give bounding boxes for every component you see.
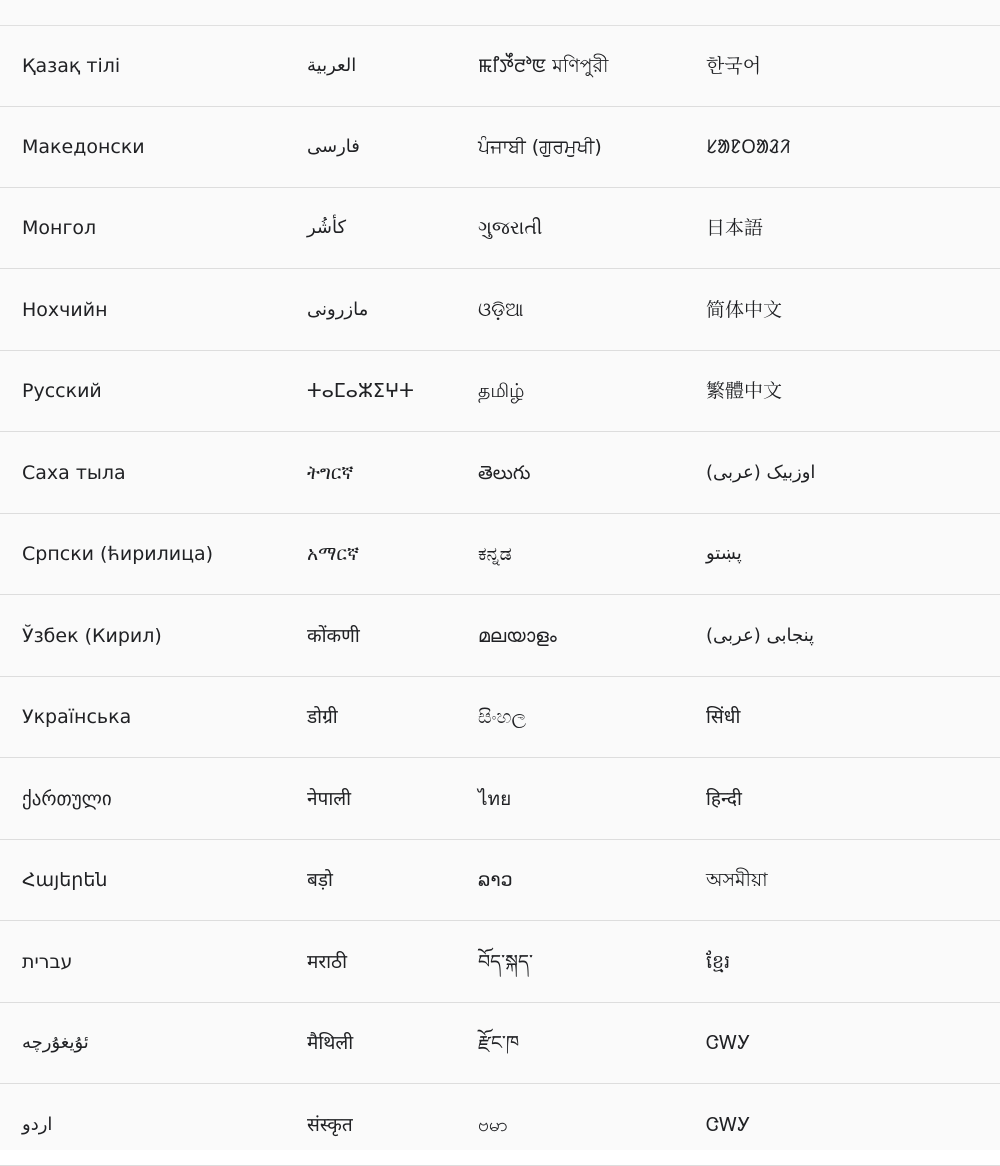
language-row (0, 514, 1000, 595)
language-row (0, 351, 1000, 432)
language-option[interactable]: Қазақ тілі (22, 54, 121, 77)
language-option[interactable]: ગુજરાતી (478, 216, 543, 239)
language-option[interactable]: Српски (ћирилица) (22, 542, 214, 565)
language-row (0, 596, 1000, 677)
language-option[interactable]: پښتو (706, 543, 742, 564)
language-option[interactable]: བོད་སྐད་ (478, 950, 533, 973)
language-option[interactable]: አማርኛ (307, 542, 360, 565)
language-option[interactable]: ไทย (478, 787, 512, 810)
language-option[interactable]: اوزبیک (عربی) (706, 462, 816, 483)
language-option[interactable]: डोग्री (307, 705, 338, 728)
language-option[interactable]: Македонски (22, 135, 145, 158)
language-option[interactable]: 简体中文 (706, 298, 783, 321)
language-option[interactable]: অসমীয়া (706, 868, 768, 891)
language-row (0, 26, 1000, 107)
language-option[interactable]: Монгол (22, 216, 97, 239)
language-option[interactable]: ქართული (22, 787, 112, 810)
language-row (0, 1085, 1000, 1166)
language-option[interactable]: Ўзбек (Кирил) (22, 624, 162, 647)
language-option[interactable]: ᏣᎳᎩ (706, 1031, 751, 1054)
language-option[interactable]: ဗမာ (478, 1113, 508, 1136)
language-option[interactable]: Հայերեն (22, 868, 108, 891)
language-option[interactable]: اردو (22, 1114, 53, 1135)
language-option[interactable]: नेपाली (307, 787, 352, 810)
language-option[interactable]: ⵜⴰⵎⴰⵣⵉⵖⵜ (307, 379, 414, 402)
language-option[interactable]: ئۇيغۇرچە (22, 1032, 89, 1053)
language-option[interactable]: मराठी (307, 950, 348, 973)
language-option[interactable]: ଓଡ଼ିଆ (478, 298, 524, 321)
language-option[interactable]: ਪੰਜਾਬੀ (ਗੁਰਮੁਖੀ) (478, 135, 602, 158)
language-row (0, 759, 1000, 840)
language-row (0, 1003, 1000, 1084)
language-option[interactable]: Саха тыла (22, 461, 126, 484)
language-option[interactable]: ລາວ (478, 868, 513, 891)
language-option[interactable]: Українська (22, 705, 132, 728)
language-option[interactable]: हिन्दी (706, 787, 742, 810)
language-option[interactable]: Русский (22, 379, 102, 402)
language-option[interactable]: कोंकणी (307, 624, 360, 647)
language-row (0, 922, 1000, 1003)
language-option[interactable]: ትግርኛ (307, 461, 354, 484)
language-option[interactable]: 日本語 (706, 216, 764, 239)
language-option[interactable]: 繁體中文 (706, 379, 783, 402)
language-row (0, 107, 1000, 188)
language-option[interactable]: ᱥᱟᱱᱛᱟᱲᱤ (706, 135, 791, 158)
language-option[interactable]: 한국어 (706, 54, 762, 77)
language-option[interactable]: සිංහල (478, 705, 526, 728)
language-option[interactable]: मैथिली (307, 1031, 354, 1054)
language-option[interactable]: सिंधी (706, 705, 741, 728)
language-row (0, 677, 1000, 758)
language-row (0, 188, 1000, 269)
language-option[interactable]: संस्कृत (307, 1113, 353, 1136)
language-option[interactable]: Нохчийн (22, 298, 108, 321)
language-option[interactable]: עברית (22, 950, 73, 973)
language-row (0, 270, 1000, 351)
language-option[interactable]: کأشُر (307, 217, 347, 238)
language-option[interactable]: తెలుగు (478, 461, 531, 484)
language-option[interactable]: فارسی (307, 136, 360, 157)
language-row (0, 840, 1000, 921)
language-option[interactable]: ខ្មែរ (706, 950, 731, 973)
language-option[interactable]: العربية (307, 55, 357, 76)
language-option[interactable]: தமிழ் (478, 379, 525, 402)
language-option[interactable]: बड़ो (307, 868, 333, 891)
language-option[interactable]: ᏣᎳᎩ (706, 1113, 751, 1136)
language-row (0, 433, 1000, 514)
language-option[interactable]: ꯃꯤꯇꯩꯂꯣꯟ মণিপুরী (478, 54, 609, 77)
language-option[interactable]: پنجابی (عربی) (706, 625, 815, 646)
language-option[interactable]: മലയാളം (478, 624, 557, 647)
language-option[interactable]: ಕನ್ನಡ (478, 542, 512, 565)
language-option[interactable]: مازرونی (307, 299, 369, 320)
language-option[interactable]: རྫོང་ཁ (478, 1031, 520, 1054)
